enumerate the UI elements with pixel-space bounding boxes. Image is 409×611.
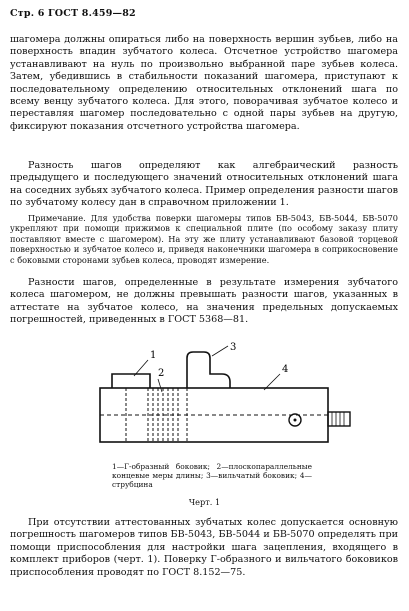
figure-caption: 1—Г-образный боковик; 2—плоскопараллельные концевые меры длины; 3—вильчатый боковик; 4—струбцина: [112, 462, 312, 490]
paragraph-1: шагомера должны опираться либо на поверхность вершин зубьев, либо на поверхность впадин зубчатого колеса. Отсчетное устройство шагомера устанавливают на нуль по произвольно выбранной паре зубьев колеса. Затем, убедившись в стабильности показаний шагомера, приступают к последовательному определению относительных отклонений шага по всему венцу зубчатого колеса. Для этого, поворачивая зубчатое колесо и переставляя шагомер последовательно с одной пары зубьев на другую, фиксируют показания отсчетного устройства шагомера.: [10, 34, 398, 132]
figure-title: Черт. 1: [188, 497, 221, 507]
paragraph-3: Разности шагов, определенные в результате измерения зубчатого колеса шагомером, не должны превышать разности шагов, указанных в аттестате на зубчатое колесо, на значения предельных допускаемых погрешностей, приведенных в ГОСТ 5368—81.: [10, 277, 398, 326]
figure-label-1: 1: [150, 350, 157, 361]
page-header: Стр. 6 ГОСТ 8.459—82: [10, 8, 136, 19]
paragraph-2: Разность шагов определяют как алгебраический разность предыдущего и последующего значений относительных отклонений шага на соседних зубьях зубчатого колеса. Пример определения разности шагов по зубчатому колесу дан в справочном приложении 1.: [10, 160, 398, 209]
figure-drawing: [0, 338, 409, 458]
figure-label-2: 2: [158, 368, 165, 379]
note-paragraph: Примечание. Для удобства поверки шагомеры типов БВ-5043, БВ-5044, БВ-5070 укрепляют при помощи прижимов к специальной плите (по особому заказу плиту поставляют вместе с шагомером). На эту же плиту устанавливают базовой торцевой поверхностью и зубчатое колесо и, приведя наконечники шагомера в соприкосновение с боковыми сторонами зубьев колеса, проводят измерение.: [10, 213, 398, 265]
paragraph-4: При отсутствии аттестованных зубчатых колес допускается основную погрешность шагомеров типов БВ-5043, БВ-5044 и БВ-5070 определять при помощи приспособления для настройки шага зацепления, входящего в комплект приборов (черт. 1). Поверку Г-образного и вильчатого боковиков приспособления проводят по ГОСТ 8.152—75.: [10, 517, 398, 578]
figure-label-4: 4: [282, 364, 289, 375]
figure-label-3: 3: [230, 342, 237, 353]
